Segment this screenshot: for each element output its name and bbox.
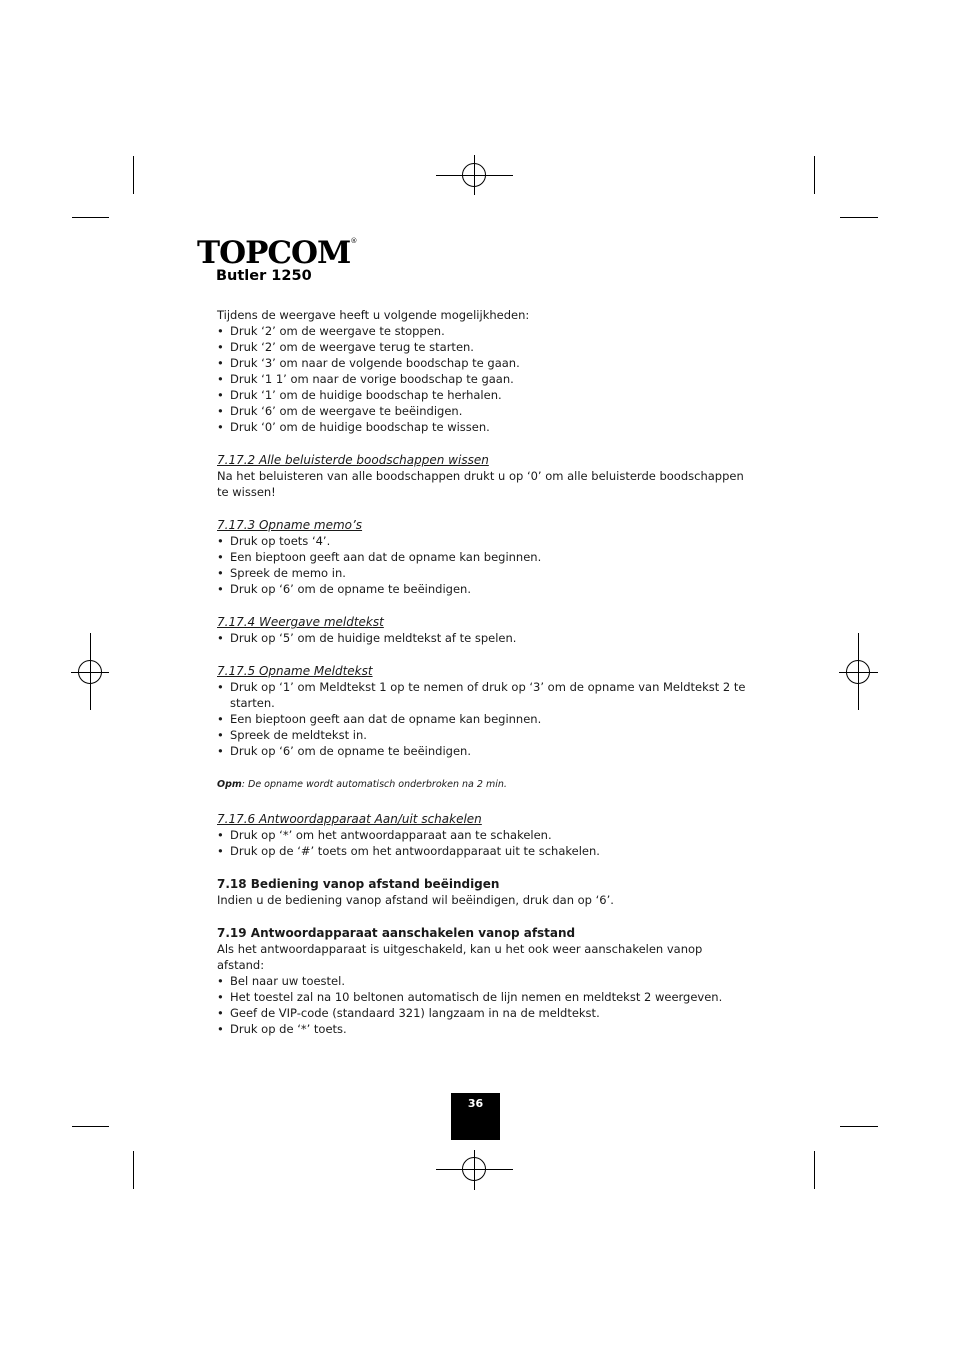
list-item: • Druk op ‘*’ om het antwoordapparaat aan te schakelen.	[217, 827, 747, 843]
section-title-7-19: 7.19 Antwoordapparaat aanschakelen vanop afstand	[217, 926, 576, 940]
section-title-7-17-6: 7.17.6 Antwoordapparaat Aan/uit schakelen	[217, 812, 482, 826]
list-item: • Druk ‘1 1’ om naar de vorige boodschap te gaan.	[217, 371, 747, 387]
list-item: • Druk op de ‘#’ toets om het antwoordapparaat uit te schakelen.	[217, 843, 747, 859]
list-item: • Druk op ‘6’ om de opname te beëindigen.	[217, 581, 747, 597]
page-content	[217, 307, 747, 1037]
section-list-7-19	[217, 973, 747, 1037]
section-list-7-17-6	[217, 827, 747, 859]
list-item: • Druk ‘2’ om de weergave terug te starten.	[217, 339, 747, 355]
list-item: • Een bieptoon geeft aan dat de opname kan beginnen.	[217, 549, 747, 565]
model-name: Butler 1250	[216, 268, 312, 284]
list-item: • Een bieptoon geeft aan dat de opname kan beginnen.	[217, 711, 747, 727]
list-item: • Druk op toets ‘4’.	[217, 533, 747, 549]
registered-mark: ®	[350, 237, 357, 245]
list-item: • Druk op ‘1’ om Meldtekst 1 op te nemen of druk op ‘3’ om de opname van Meldtekst 2 te starten.	[217, 679, 747, 711]
list-item: • Druk op ‘5’ om de huidige meldtekst af te spelen.	[217, 630, 747, 646]
list-item: • Geef de VIP-code (standaard 321) langzaam in na de meldtekst.	[217, 1005, 747, 1021]
section-title-7-17-4: 7.17.4 Weergave meldtekst	[217, 615, 384, 629]
playback-options-list	[217, 323, 747, 435]
section-text-7-17-2: Na het beluisteren van alle boodschappen drukt u op ‘0’ om alle beluisterde boodschappen te wissen!	[217, 469, 744, 499]
note	[217, 778, 747, 792]
brand-logo	[197, 235, 357, 271]
page-number: 36	[467, 1097, 484, 1110]
section-list-7-17-3	[217, 533, 747, 597]
note-text: : De opname wordt automatisch onderbroken na 2 min.	[241, 779, 507, 790]
section-list-7-17-4	[217, 630, 747, 646]
list-item: • Het toestel zal na 10 beltonen automatisch de lijn nemen en meldtekst 2 weergeven.	[217, 989, 747, 1005]
brand-name: TOPCOM	[197, 235, 351, 271]
list-item: • Druk ‘0’ om de huidige boodschap te wissen.	[217, 419, 747, 435]
note-label: Opm	[217, 779, 242, 790]
section-text-7-18: Indien u de bediening vanop afstand wil beëindigen, druk dan op ‘6’.	[217, 893, 614, 907]
list-item: • Spreek de meldtekst in.	[217, 727, 747, 743]
intro-text: Tijdens de weergave heeft u volgende mogelijkheden:	[217, 308, 530, 322]
section-title-7-17-2: 7.17.2 Alle beluisterde boodschappen wissen	[217, 453, 489, 467]
list-item: • Druk op de ‘*’ toets.	[217, 1021, 747, 1037]
list-item: • Druk ‘3’ om naar de volgende boodschap te gaan.	[217, 355, 747, 371]
list-item: • Druk op ‘6’ om de opname te beëindigen.	[217, 743, 747, 759]
section-title-7-17-5: 7.17.5 Opname Meldtekst	[217, 664, 373, 678]
section-text-7-19: Als het antwoordapparaat is uitgeschakeld, kan u het ook weer aanschakelen vanop afstand:	[217, 942, 703, 972]
section-title-7-17-3: 7.17.3 Opname memo’s	[217, 518, 363, 532]
list-item: • Druk ‘6’ om de weergave te beëindigen.	[217, 403, 747, 419]
list-item: • Bel naar uw toestel.	[217, 973, 747, 989]
section-title-7-18: 7.18 Bediening vanop afstand beëindigen	[217, 877, 500, 891]
page-number-box	[451, 1093, 500, 1140]
list-item: • Druk ‘2’ om de weergave te stoppen.	[217, 323, 747, 339]
list-item: • Spreek de memo in.	[217, 565, 747, 581]
list-item: • Druk ‘1’ om de huidige boodschap te herhalen.	[217, 387, 747, 403]
section-list-7-17-5	[217, 679, 747, 759]
